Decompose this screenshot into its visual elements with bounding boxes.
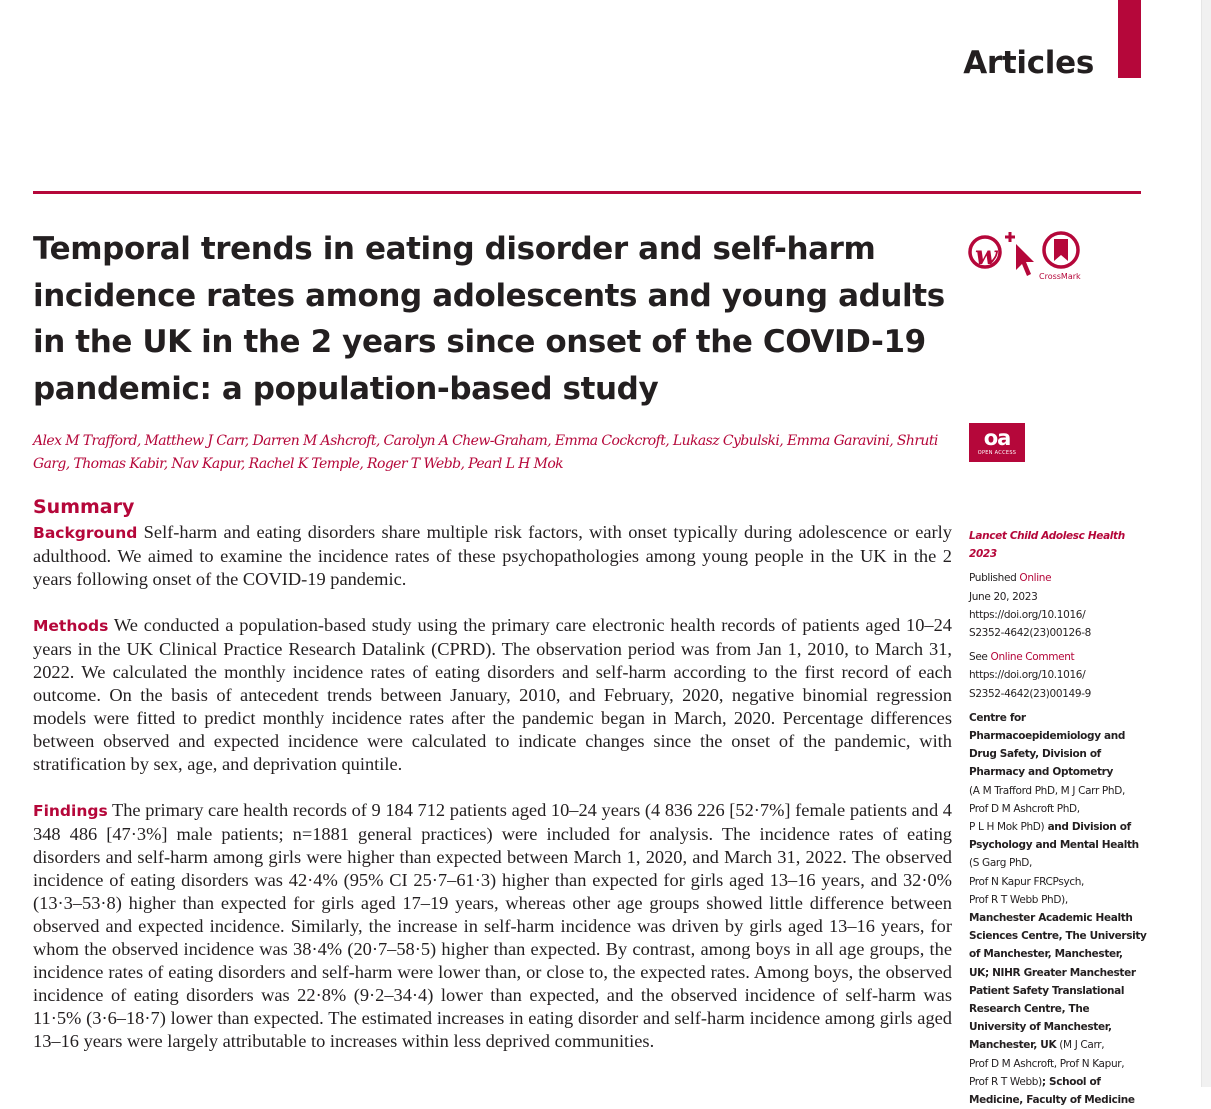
summary-body bbox=[33, 521, 952, 1076]
affiliation-line: Prof N Kapur FRCPsych, bbox=[969, 875, 1085, 888]
methods-label: Methods bbox=[33, 617, 109, 635]
findings-paragraph bbox=[33, 799, 952, 1053]
comment-doi-link[interactable]: https://doi.org/10.1016/ bbox=[969, 669, 1086, 682]
web-icon[interactable] bbox=[970, 237, 1000, 271]
affiliation-line: Manchester Academic Health bbox=[969, 912, 1133, 925]
affiliation-line: Prof R T Webb PhD), bbox=[969, 893, 1068, 906]
published-online-link[interactable]: Online bbox=[1019, 572, 1052, 585]
affiliation-line: University of Manchester, bbox=[969, 1021, 1112, 1034]
affiliation-line: of Manchester, Manchester, bbox=[969, 948, 1123, 961]
background-paragraph bbox=[33, 521, 952, 591]
open-access-logo: oa bbox=[983, 426, 1011, 450]
open-access-label: OPEN ACCESS bbox=[977, 450, 1017, 456]
affiliation-line: Pharmacy and Optometry bbox=[969, 766, 1113, 779]
affiliation-line: Sciences Centre, The University bbox=[969, 930, 1147, 943]
see-prefix: See bbox=[969, 651, 988, 664]
sidebar bbox=[969, 527, 1147, 1109]
methods-paragraph bbox=[33, 614, 952, 776]
section-label: Articles bbox=[963, 45, 1094, 81]
article-title: Temporal trends in eating disorder and self-harm incidence rates among adolescents and young adults in the UK in the 2 years since onset of the COVID-19 pandemic: a population-based study bbox=[33, 231, 945, 407]
doi-link-cont[interactable]: S2352-4642(23)00126-8 bbox=[969, 627, 1091, 640]
affiliation-line: Prof R T Webb) bbox=[969, 1075, 1042, 1088]
summary-heading: Summary bbox=[33, 496, 135, 518]
affiliation-line: Manchester, UK bbox=[969, 1039, 1057, 1052]
svg-text:w: w bbox=[975, 241, 998, 271]
affiliation-line: Psychology and Mental Health bbox=[969, 839, 1139, 852]
affiliation-line: (S Garg PhD, bbox=[969, 857, 1033, 870]
affiliation-line: and Division of bbox=[1044, 821, 1131, 834]
published-prefix: Published bbox=[969, 572, 1017, 585]
methods-text: We conducted a population-based study using the primary care electronic health records of patients aged 10–24 years in the UK Clinical Practice Research Datalink (CPRD). The observation period was from Jan 1, 2010, to March 31, 2022. We calculated the monthly incidence rates of eating disorders and self-harm according to the first record of each outcome. On the basis of antecedent trends between January, 2010, and February, 2020, negative binomial regression models were fitted to predict monthly incidence rates after the pandemic began in March, 2020. Percentage differences between observed and expected incidence were calculated to indicate changes since the onset of the pandemic, with stratification by sex, age, and deprivation quintile. bbox=[33, 615, 952, 774]
published-date: June 20, 2023 bbox=[969, 590, 1038, 603]
findings-label: Findings bbox=[33, 802, 108, 820]
affiliation-line: Medicine, Faculty of Medicine bbox=[969, 1094, 1135, 1107]
affiliation-line: Drug Safety, Division of bbox=[969, 748, 1101, 761]
background-text: Self-harm and eating disorders share multiple risk factors, with onset typically during adolescence or early adulthood. We aimed to examine the incidence rates of these psychopathologies among young people in the UK in the 2 years following onset of the COVID-19 pandemic. bbox=[33, 522, 952, 589]
online-comment-link[interactable]: Online Comment bbox=[990, 651, 1075, 664]
crossmark-icon[interactable] bbox=[1044, 233, 1078, 267]
affiliation-line: P L H Mok PhD) bbox=[969, 821, 1045, 834]
comment-doi-link-cont[interactable]: S2352-4642(23)00149-9 bbox=[969, 687, 1091, 700]
affiliation-line: (A M Trafford PhD, M J Carr PhD, bbox=[969, 784, 1125, 797]
section-tab-marker bbox=[1118, 0, 1141, 78]
findings-text: The primary care health records of 9 184 712 patients aged 10–24 years (4 836 226 [52·7%] female patients and 4 348 486 [47·3%] male patients; n=1881 general practices) were included for analysis. The incidence rates of eating disorders and self-harm among girls were higher than expected between March 1, 2020, and March 31, 2022. The observed incidence of eating disorders was 42·4% (95% CI 25·7–61·3) higher than expected for girls aged 13–16 years, and 32·0% (13·3–53·8) higher than expected for girls aged 17–19 years, whereas other age groups showed little difference between observed and expected incidence. Similarly, the increase in self-harm incidence was driven by girls aged 13–16 years, for whom the observed incidence was 38·4% (20·7–58·5) higher than expected. By contrast, among boys in all age groups, the incidence rates of eating disorders and self-harm were lower than, or close to, the expected rates. Among boys, the observed incidence of eating disorders was 22·8% (9·2–34·4) lower than expected, and the observed incidence of self-harm was 11·5% (3·6–18·7) lower than expected. The estimated increases in eating disorder and self-harm incidence among girls aged 13–16 years were largely attributable to increases within less deprived communities. bbox=[33, 800, 953, 1051]
doi-link[interactable]: https://doi.org/10.1016/ bbox=[969, 608, 1086, 621]
author-list[interactable]: Alex M Trafford, Matthew J Carr, Darren M Ashcroft, Carolyn A Chew-Graham, Emma Cockcroft, Lukasz Cybulski, Emma Garavini, Shruti Garg, Thomas Kabir, Nav Kapur, Rachel K Temple, Roger T Webb, Pearl L H Mok bbox=[33, 433, 938, 472]
click-cursor-icon[interactable] bbox=[1005, 232, 1034, 276]
journal-citation: Lancet Child Adolesc Health 2023 bbox=[969, 530, 1125, 561]
publication-info bbox=[969, 569, 1144, 642]
affiliation-line: UK; NIHR Greater Manchester bbox=[969, 966, 1136, 979]
affiliation-line: Prof D M Ashcroft, Prof N Kapur, bbox=[969, 1057, 1125, 1070]
article-tools bbox=[968, 226, 1088, 282]
affiliation-line: Centre for bbox=[969, 711, 1026, 724]
header-rule bbox=[33, 191, 1141, 194]
affiliation-line: Pharmacoepidemiology and bbox=[969, 730, 1126, 743]
page-scrollbar[interactable] bbox=[1201, 0, 1211, 1087]
affiliation-line: Research Centre, The bbox=[969, 1003, 1090, 1016]
affiliation-line: ; School of bbox=[1041, 1075, 1101, 1088]
open-access-badge[interactable] bbox=[969, 423, 1025, 462]
comment-info bbox=[969, 648, 1144, 703]
background-label: Background bbox=[33, 524, 138, 542]
affiliations bbox=[969, 709, 1147, 1109]
affiliation-line: Prof D M Ashcroft PhD, bbox=[969, 802, 1080, 815]
affiliation-line: (M J Carr, bbox=[1056, 1039, 1105, 1052]
affiliation-line: Patient Safety Translational bbox=[969, 984, 1125, 997]
crossmark-label: CrossMark bbox=[1039, 272, 1081, 281]
